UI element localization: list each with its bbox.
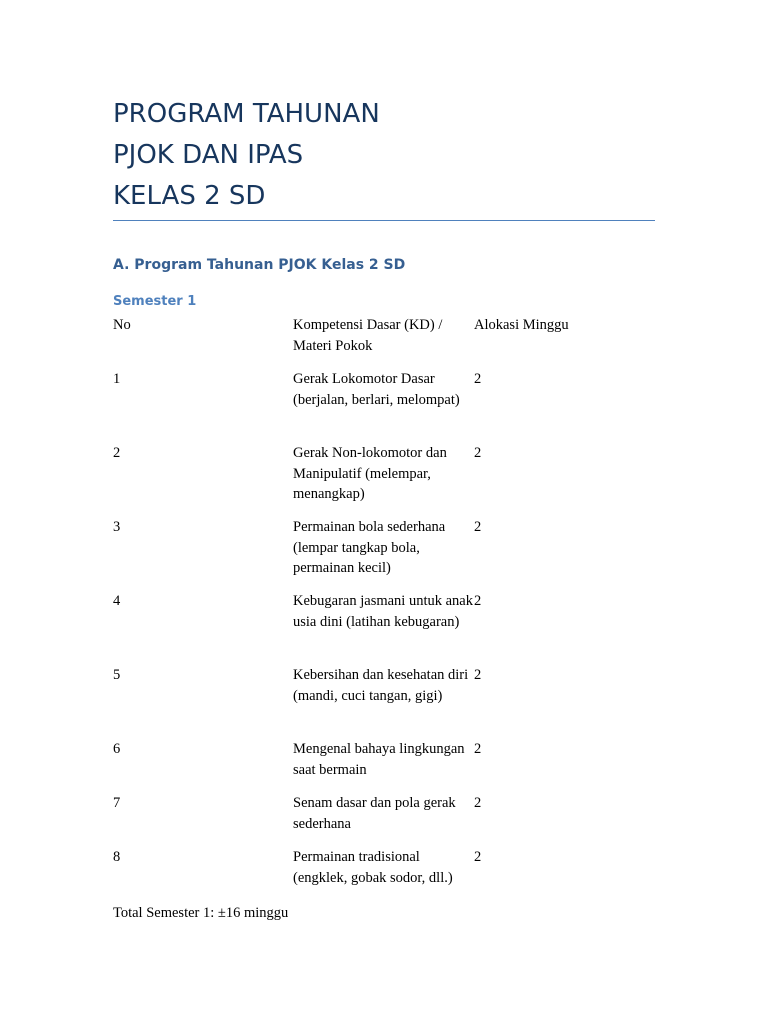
title-line-1: PROGRAM TAHUNAN bbox=[113, 99, 380, 129]
row-alokasi: 2 bbox=[474, 445, 482, 461]
table-row bbox=[113, 665, 655, 739]
row-kd: Gerak Lokomotor Dasar (berjalan, berlari, melompat) bbox=[293, 371, 460, 408]
document-title bbox=[113, 94, 655, 217]
title-line-2: PJOK DAN IPAS bbox=[113, 140, 304, 170]
row-kd: Gerak Non-lokomotor dan Manipulatif (melempar, menangkap) bbox=[293, 445, 447, 502]
row-no: 8 bbox=[113, 849, 121, 865]
header-kd: Kompetensi Dasar (KD) / Materi Pokok bbox=[293, 317, 443, 354]
title-divider bbox=[113, 220, 655, 221]
row-alokasi: 2 bbox=[474, 519, 482, 535]
row-no: 5 bbox=[113, 667, 121, 683]
row-alokasi: 2 bbox=[474, 371, 482, 387]
title-line-3: KELAS 2 SD bbox=[113, 181, 266, 211]
semester-total: Total Semester 1: ±16 minggu bbox=[113, 905, 289, 921]
program-table bbox=[113, 315, 655, 901]
row-alokasi: 2 bbox=[474, 593, 482, 609]
row-kd: Kebugaran jasmani untuk anak usia dini (latihan kebugaran) bbox=[293, 593, 473, 630]
table-row bbox=[113, 517, 655, 591]
row-no: 7 bbox=[113, 795, 121, 811]
table-row bbox=[113, 591, 655, 665]
row-alokasi: 2 bbox=[474, 795, 482, 811]
row-no: 1 bbox=[113, 371, 121, 387]
row-no: 3 bbox=[113, 519, 121, 535]
table-row bbox=[113, 739, 655, 793]
row-kd: Senam dasar dan pola gerak sederhana bbox=[293, 795, 456, 832]
section-heading: A. Program Tahunan PJOK Kelas 2 SD bbox=[113, 257, 406, 273]
table-row bbox=[113, 793, 655, 847]
row-no: 6 bbox=[113, 741, 121, 757]
semester-heading: Semester 1 bbox=[113, 294, 197, 309]
row-no: 2 bbox=[113, 445, 121, 461]
header-alokasi: Alokasi Minggu bbox=[474, 317, 569, 333]
row-alokasi: 2 bbox=[474, 741, 482, 757]
row-kd: Mengenal bahaya lingkungan saat bermain bbox=[293, 741, 465, 778]
row-kd: Kebersihan dan kesehatan diri (mandi, cuci tangan, gigi) bbox=[293, 667, 469, 704]
table-row bbox=[113, 847, 655, 901]
table-row bbox=[113, 369, 655, 443]
row-kd: Permainan tradisional (engklek, gobak sodor, dll.) bbox=[293, 849, 453, 886]
row-alokasi: 2 bbox=[474, 849, 482, 865]
row-no: 4 bbox=[113, 593, 121, 609]
table-header-row bbox=[113, 315, 655, 369]
row-alokasi: 2 bbox=[474, 667, 482, 683]
header-no: No bbox=[113, 317, 131, 333]
row-kd: Permainan bola sederhana (lempar tangkap bola, permainan kecil) bbox=[293, 519, 446, 576]
table-row bbox=[113, 443, 655, 517]
